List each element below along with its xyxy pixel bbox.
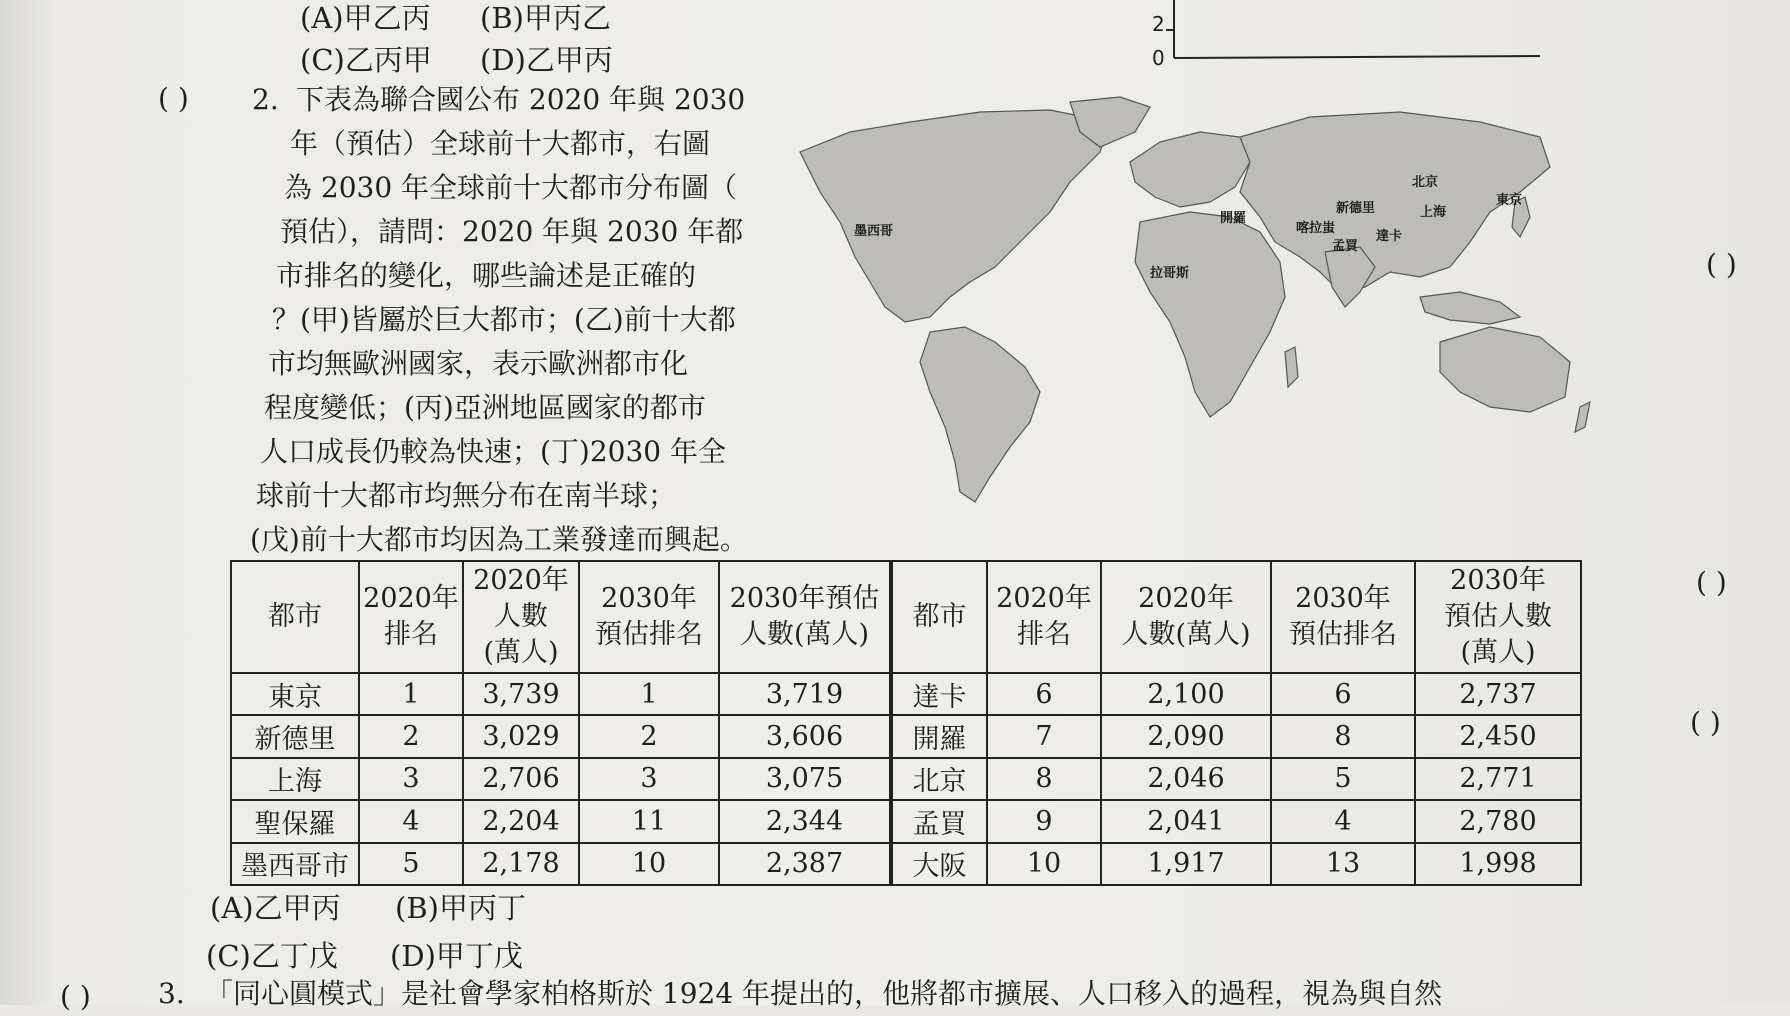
north-america-shape: [800, 110, 1110, 322]
map-label-beijing: 北京: [1412, 175, 1439, 190]
col-header-city: 都市: [231, 561, 359, 673]
new-zealand-shape: [1575, 402, 1590, 432]
cell-rank-2030: 4: [1271, 800, 1415, 842]
prev-option-c[interactable]: (C)乙丙甲: [300, 43, 432, 77]
map-label-dhaka: 達卡: [1376, 229, 1403, 244]
question-number-3: 3.: [158, 977, 185, 1010]
cell-rank-2020: 5: [359, 843, 463, 885]
prev-option-d[interactable]: (D)乙甲丙: [480, 43, 613, 77]
col-header-rank-2020-2: 2020年 排名: [987, 561, 1101, 673]
cell-city: 上海: [231, 758, 359, 800]
cell-city: 北京: [891, 758, 987, 800]
cell-rank-2020: 3: [359, 758, 463, 800]
cell-pop-2020: 2,090: [1101, 715, 1271, 757]
cell-rank-2020: 7: [987, 715, 1101, 757]
col-header-pop-2020: 2020年 人數 (萬人): [463, 561, 579, 673]
cell-pop-2020: 2,100: [1101, 673, 1271, 715]
cell-rank-2030: 1: [579, 673, 719, 715]
table-header-row: [231, 561, 1581, 673]
cell-rank-2030: 6: [1271, 673, 1415, 715]
map-label-shanghai: 上海: [1420, 205, 1447, 220]
cell-pop-2030: 2,344: [719, 800, 891, 842]
prev-option-a[interactable]: (A)甲乙丙: [300, 1, 431, 35]
question-2-line: 程度變低；(丙)亞洲地區國家的都市: [264, 391, 706, 424]
cell-rank-2020: 2: [359, 715, 463, 757]
europe-shape: [1130, 132, 1250, 207]
chart-ytick-2: 2: [1152, 12, 1165, 36]
australia-shape: [1440, 327, 1570, 412]
cell-pop-2020: 2,178: [463, 843, 579, 885]
cell-pop-2030: 2,450: [1415, 715, 1581, 757]
chart-ytick-0: 0: [1152, 46, 1165, 70]
prev-option-b[interactable]: (B)甲丙乙: [480, 1, 611, 35]
cell-city: 新德里: [231, 715, 359, 757]
cell-pop-2020: 2,706: [463, 758, 579, 800]
question-2-line: 為 2030 年全球前十大都市分布圖（: [284, 171, 738, 204]
world-map-svg: [780, 92, 1600, 512]
col-header-rank-2030: 2030年 預估排名: [579, 561, 719, 673]
table-row: [231, 758, 1581, 800]
question-2-line: 預估），請問：2020 年與 2030 年都: [280, 215, 744, 248]
table-row: [231, 673, 1581, 715]
cell-rank-2020: 8: [987, 758, 1101, 800]
map-label-cairo: 開羅: [1220, 211, 1247, 226]
cell-pop-2030: 1,998: [1415, 843, 1581, 885]
map-label-mumbai: 孟買: [1332, 239, 1359, 254]
southeast-asia-shape: [1420, 292, 1520, 324]
cell-rank-2020: 9: [987, 800, 1101, 842]
question-2-line: 年（預估）全球前十大都市，右圖: [290, 127, 711, 160]
answer-blank-q2[interactable]: ( ): [158, 82, 189, 115]
question-2-line: 下表為聯合國公布 2020 年與 2030: [296, 83, 746, 116]
question-2-line: 市均無歐洲國家，表示歐洲都市化: [268, 347, 689, 380]
option-d[interactable]: (D)甲丁戊: [390, 939, 523, 973]
chart-axes: [1160, 0, 1560, 70]
cell-rank-2030: 2: [579, 715, 719, 757]
option-a[interactable]: (A)乙甲丙: [210, 891, 341, 925]
cell-rank-2020: 4: [359, 800, 463, 842]
map-label-new-delhi: 新德里: [1336, 201, 1376, 216]
option-c[interactable]: (C)乙丁戊: [206, 939, 338, 973]
col-header-pop-2030: 2030年預估 人數(萬人): [719, 561, 891, 673]
cell-rank-2020: 1: [359, 673, 463, 715]
cell-city: 孟買: [891, 800, 987, 842]
table-row: [231, 715, 1581, 757]
cell-city: 聖保羅: [231, 800, 359, 842]
cell-city: 達卡: [891, 673, 987, 715]
right-answer-blank-3[interactable]: ( ): [1690, 706, 1721, 739]
cell-rank-2030: 10: [579, 843, 719, 885]
cell-rank-2030: 3: [579, 758, 719, 800]
cell-rank-2020: 6: [987, 673, 1101, 715]
cell-city: 開羅: [891, 715, 987, 757]
cell-pop-2030: 3,075: [719, 758, 891, 800]
cell-city: 大阪: [891, 843, 987, 885]
cell-pop-2030: 3,606: [719, 715, 891, 757]
cell-pop-2030: 3,719: [719, 673, 891, 715]
south-america-shape: [920, 327, 1040, 502]
col-header-pop-2030-2: 2030年 預估人數 (萬人): [1415, 561, 1581, 673]
question-2-line: ？(甲)皆屬於巨大都市；(乙)前十大都: [272, 303, 736, 336]
col-header-pop-2020-2: 2020年 人數(萬人): [1101, 561, 1271, 673]
cell-rank-2030: 11: [579, 800, 719, 842]
cell-pop-2030: 2,780: [1415, 800, 1581, 842]
col-header-city-2: 都市: [891, 561, 987, 673]
cell-rank-2030: 13: [1271, 843, 1415, 885]
madagascar-shape: [1285, 347, 1298, 387]
col-header-rank-2030-2: 2030年 預估排名: [1271, 561, 1415, 673]
cell-rank-2020: 10: [987, 843, 1101, 885]
cell-city: 東京: [231, 673, 359, 715]
cell-pop-2020: 2,046: [1101, 758, 1271, 800]
cell-pop-2020: 2,041: [1101, 800, 1271, 842]
question-2-line: 市排名的變化，哪些論述是正確的: [276, 259, 697, 292]
cell-pop-2020: 1,917: [1101, 843, 1271, 885]
cell-rank-2030: 8: [1271, 715, 1415, 757]
africa-shape: [1135, 212, 1285, 417]
cell-pop-2030: 2,737: [1415, 673, 1581, 715]
question-2-line: 球前十大都市均無分布在南半球；: [256, 479, 677, 512]
col-header-rank-2020: 2020年 排名: [359, 561, 463, 673]
cities-table: [230, 560, 1582, 886]
cell-pop-2030: 2,771: [1415, 758, 1581, 800]
question-number-2: 2.: [252, 83, 279, 116]
right-answer-blank-1[interactable]: ( ): [1706, 248, 1737, 281]
question-2-line: (戊)前十大都市均因為工業發達而興起。: [250, 523, 748, 556]
cell-pop-2020: 2,204: [463, 800, 579, 842]
table-row: [231, 843, 1581, 885]
answer-blank-q3[interactable]: ( ): [60, 980, 91, 1013]
map-label-tokyo: 東京: [1496, 193, 1523, 208]
cell-pop-2020: 3,029: [463, 715, 579, 757]
cell-city: 墨西哥市: [231, 843, 359, 885]
world-map: [780, 92, 1600, 512]
map-label-lagos: 拉哥斯: [1150, 266, 1190, 281]
cell-pop-2020: 3,739: [463, 673, 579, 715]
question-2-line: 人口成長仍較為快速；(丁)2030 年全: [260, 435, 727, 468]
right-answer-blank-2[interactable]: ( ): [1696, 566, 1727, 599]
map-label-karachi: 喀拉蚩: [1296, 221, 1336, 236]
option-b[interactable]: (B)甲丙丁: [395, 891, 526, 925]
cell-pop-2030: 2,387: [719, 843, 891, 885]
question-3-text: 「同心圓模式」是社會學家柏格斯於 1924 年提出的，他將都市擴展、人口移入的過程，視為與自然: [205, 977, 1443, 1010]
table-row: [231, 800, 1581, 842]
map-label-mexico: 墨西哥: [854, 224, 894, 239]
cell-rank-2030: 5: [1271, 758, 1415, 800]
